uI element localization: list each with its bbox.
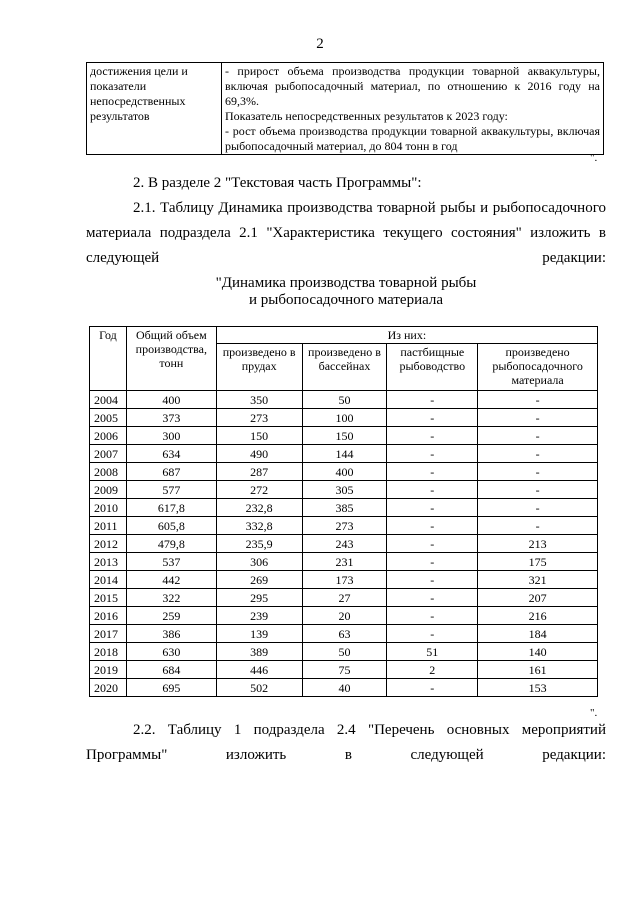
pools-cell: 144 — [302, 445, 387, 463]
table-row — [90, 661, 598, 679]
pools-cell: 231 — [302, 553, 387, 571]
table-row — [90, 463, 598, 481]
seed-cell: - — [478, 391, 598, 409]
year-cell: 2018 — [90, 643, 127, 661]
seed-cell: 213 — [478, 535, 598, 553]
year-cell: 2012 — [90, 535, 127, 553]
year-cell: 2005 — [90, 409, 127, 427]
header-pasture: пастбищные рыбоводство — [387, 344, 478, 391]
year-cell: 2013 — [90, 553, 127, 571]
table-row — [90, 481, 598, 499]
ponds-cell: 446 — [216, 661, 302, 679]
label-line: достижения цели и — [90, 64, 188, 78]
pasture-cell: 51 — [387, 643, 478, 661]
seed-cell: - — [478, 463, 598, 481]
pools-cell: 75 — [302, 661, 387, 679]
ponds-cell: 232,8 — [216, 499, 302, 517]
pasture-cell: - — [387, 499, 478, 517]
ponds-cell: 269 — [216, 571, 302, 589]
table-title-line: и рыбопосадочного материала — [248, 292, 444, 308]
page-number: 2 — [316, 36, 324, 52]
indicator-label-cell — [87, 63, 222, 155]
table-row — [90, 607, 598, 625]
indicator-value-cell — [222, 63, 604, 155]
indicator-text: Показатель непосредственных результатов к 2023 году: — [225, 109, 508, 123]
pasture-cell: - — [387, 481, 478, 499]
label-line: показатели — [90, 79, 147, 93]
pools-cell: 243 — [302, 535, 387, 553]
total-cell: 479,8 — [126, 535, 216, 553]
table-row — [87, 63, 604, 155]
header-of-them: Из них: — [216, 327, 597, 344]
table-row — [90, 391, 598, 409]
header-row — [90, 327, 598, 344]
pools-cell: 173 — [302, 571, 387, 589]
header-year: Год — [90, 327, 127, 391]
pools-cell: 27 — [302, 589, 387, 607]
table-row — [90, 427, 598, 445]
ponds-cell: 295 — [216, 589, 302, 607]
pasture-cell: - — [387, 589, 478, 607]
header-seed: произведено рыбопосадочного материала — [478, 344, 598, 391]
indicator-text: - прирост объема производства продукции товарной аквакультуры, включая рыбопосадочный материал, по отношению к 2016 году на 69,3%. — [225, 64, 600, 108]
year-cell: 2010 — [90, 499, 127, 517]
ponds-cell: 150 — [216, 427, 302, 445]
total-cell: 386 — [126, 625, 216, 643]
seed-cell: 140 — [478, 643, 598, 661]
year-cell: 2006 — [90, 427, 127, 445]
table-row — [90, 535, 598, 553]
pools-cell: 50 — [302, 643, 387, 661]
total-cell: 577 — [126, 481, 216, 499]
table-row — [90, 643, 598, 661]
year-cell: 2007 — [90, 445, 127, 463]
table-row — [90, 625, 598, 643]
seed-cell: 216 — [478, 607, 598, 625]
table-row — [90, 409, 598, 427]
year-cell: 2017 — [90, 625, 127, 643]
pools-cell: 63 — [302, 625, 387, 643]
total-cell: 605,8 — [126, 517, 216, 535]
total-cell: 537 — [126, 553, 216, 571]
item-2-1-text: 2.1. Таблицу Динамика производства товарной рыбы и рыбопосадочного материала подраздела 2.1 "Характеристика текущего состояния" изложить в следующей редакции: — [86, 200, 606, 266]
header-pools: произведено в бассейнах — [302, 344, 387, 391]
section-2-heading: 2. В разделе 2 "Текстовая часть Программы": — [133, 175, 422, 191]
table-title — [86, 275, 606, 309]
ponds-cell: 139 — [216, 625, 302, 643]
header-total: Общий объем производства, тонн — [126, 327, 216, 391]
item-2-2-text: 2.2. Таблицу 1 подраздела 2.4 "Перечень основных мероприятий Программы" изложить в следующей редакции: — [86, 722, 606, 763]
header-ponds: произведено в прудах — [216, 344, 302, 391]
ponds-cell: 306 — [216, 553, 302, 571]
ponds-cell: 389 — [216, 643, 302, 661]
table-row — [90, 553, 598, 571]
pools-cell: 20 — [302, 607, 387, 625]
total-cell: 442 — [126, 571, 216, 589]
year-cell: 2016 — [90, 607, 127, 625]
total-cell: 322 — [126, 589, 216, 607]
ponds-cell: 332,8 — [216, 517, 302, 535]
table-row — [90, 679, 598, 697]
total-cell: 259 — [126, 607, 216, 625]
seed-cell: 153 — [478, 679, 598, 697]
total-cell: 684 — [126, 661, 216, 679]
seed-cell: 321 — [478, 571, 598, 589]
total-cell: 400 — [126, 391, 216, 409]
production-dynamics-table — [89, 326, 598, 697]
table-row — [90, 517, 598, 535]
pools-cell: 50 — [302, 391, 387, 409]
year-cell: 2004 — [90, 391, 127, 409]
year-cell: 2014 — [90, 571, 127, 589]
seed-cell: - — [478, 517, 598, 535]
pools-cell: 100 — [302, 409, 387, 427]
pasture-cell: - — [387, 679, 478, 697]
pasture-cell: - — [387, 553, 478, 571]
total-cell: 300 — [126, 427, 216, 445]
year-cell: 2008 — [90, 463, 127, 481]
ponds-cell: 273 — [216, 409, 302, 427]
ponds-cell: 502 — [216, 679, 302, 697]
closing-quote: ". — [590, 707, 598, 719]
label-line: непосредственных — [90, 94, 186, 108]
seed-cell: 161 — [478, 661, 598, 679]
seed-cell: 184 — [478, 625, 598, 643]
table-row — [90, 571, 598, 589]
pools-cell: 273 — [302, 517, 387, 535]
table-row — [90, 445, 598, 463]
pasture-cell: - — [387, 571, 478, 589]
year-cell: 2020 — [90, 679, 127, 697]
total-cell: 634 — [126, 445, 216, 463]
seed-cell: 207 — [478, 589, 598, 607]
pasture-cell: - — [387, 535, 478, 553]
year-cell: 2019 — [90, 661, 127, 679]
total-cell: 630 — [126, 643, 216, 661]
pasture-cell: 2 — [387, 661, 478, 679]
total-cell: 373 — [126, 409, 216, 427]
ponds-cell: 287 — [216, 463, 302, 481]
seed-cell: - — [478, 481, 598, 499]
pools-cell: 305 — [302, 481, 387, 499]
closing-quote: ". — [590, 152, 598, 164]
seed-cell: 175 — [478, 553, 598, 571]
pasture-cell: - — [387, 445, 478, 463]
ponds-cell: 490 — [216, 445, 302, 463]
pasture-cell: - — [387, 463, 478, 481]
pasture-cell: - — [387, 409, 478, 427]
pasture-cell: - — [387, 391, 478, 409]
total-cell: 617,8 — [126, 499, 216, 517]
indicator-text: - рост объема производства продукции товарной аквакультуры, включая рыбопосадочный материал, до 804 тонн в год — [225, 124, 600, 153]
pasture-cell: - — [387, 427, 478, 445]
table-body — [90, 391, 598, 697]
ponds-cell: 350 — [216, 391, 302, 409]
ponds-cell: 239 — [216, 607, 302, 625]
ponds-cell: 272 — [216, 481, 302, 499]
table-row — [90, 589, 598, 607]
pools-cell: 400 — [302, 463, 387, 481]
pasture-cell: - — [387, 517, 478, 535]
pasture-cell: - — [387, 607, 478, 625]
goal-indicators-table — [86, 62, 604, 155]
total-cell: 695 — [126, 679, 216, 697]
seed-cell: - — [478, 445, 598, 463]
pasture-cell: - — [387, 625, 478, 643]
seed-cell: - — [478, 427, 598, 445]
year-cell: 2009 — [90, 481, 127, 499]
total-cell: 687 — [126, 463, 216, 481]
pools-cell: 150 — [302, 427, 387, 445]
year-cell: 2011 — [90, 517, 127, 535]
seed-cell: - — [478, 409, 598, 427]
pools-cell: 40 — [302, 679, 387, 697]
table-row — [90, 499, 598, 517]
label-line: результатов — [90, 109, 150, 123]
year-cell: 2015 — [90, 589, 127, 607]
pools-cell: 385 — [302, 499, 387, 517]
seed-cell: - — [478, 499, 598, 517]
ponds-cell: 235,9 — [216, 535, 302, 553]
table-title-line: "Динамика производства товарной рыбы — [215, 275, 477, 291]
